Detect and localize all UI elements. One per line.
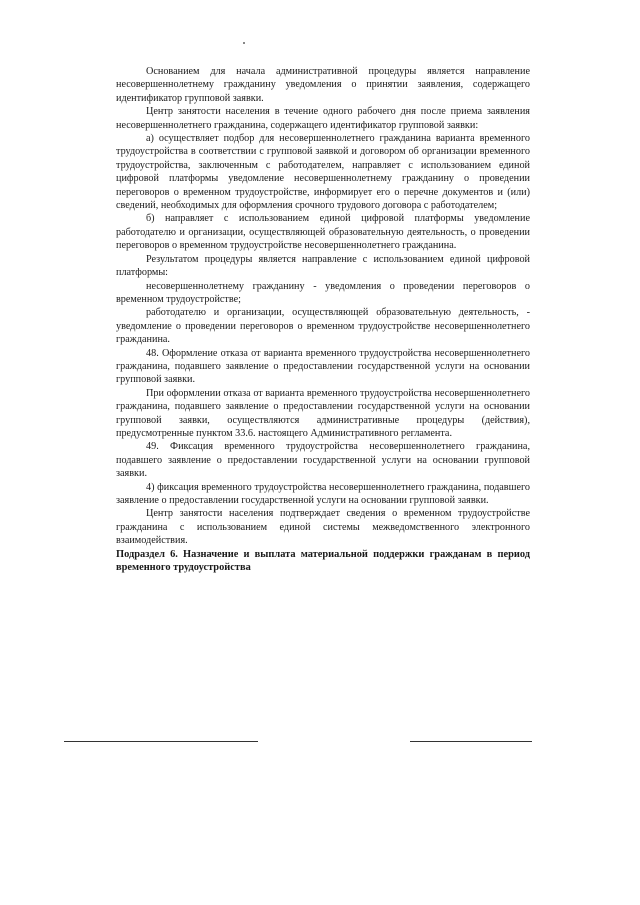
scan-speck bbox=[243, 42, 245, 44]
paragraph-result-citizen: несовершеннолетнему гражданину - уведомления о проведении переговоров о временном трудоустройстве; bbox=[116, 280, 530, 305]
paragraph-49-item-4: 4) фиксация временного трудоустройства несовершеннолетнего гражданина, подавшего заявление о предоставлении государственной услуги на основании групповой заявки. bbox=[116, 481, 530, 506]
paragraph-48-details: При оформлении отказа от варианта временного трудоустройства несовершеннолетнего гражданина, подавшего заявление о предоставлении государственной услуги на основании групповой заявки, осуществляются административные процедуры (действия), предусмотренные пунктом 33.6. настоящего Административного регламента. bbox=[116, 387, 530, 439]
subsection-heading: Подраздел 6. Назначение и выплата материальной поддержки гражданам в период временного трудоустройства bbox=[116, 548, 530, 574]
footer-rule-right bbox=[410, 741, 532, 742]
paragraph-employment-center: Центр занятости населения в течение одного рабочего дня после приема заявления несовершеннолетнего гражданина, содержащего идентификатор групповой заявки: bbox=[116, 106, 530, 131]
paragraph-49: 49. Фиксация временного трудоустройства несовершеннолетнего гражданина, подавшего заявление о предоставлении государственной услуги на основании групповой заявки. bbox=[116, 441, 530, 480]
paragraph-item-a: а) осуществляет подбор для несовершеннолетнего гражданина варианта временного трудоустройства в соответствии с групповой заявкой и договором об организации временного трудоустройства, заключенным с работодателем, направляет с использованием единой цифровой платформы уведомление несовершеннолетнему гражданину о проведении переговоров о временном трудоустройстве, информирует его о перечне документов и (или) сведений, необходимых для оформления срочного трудового договора с работодателем; bbox=[116, 133, 530, 212]
paragraph-result: Результатом процедуры является направление с использованием единой цифровой платформы: bbox=[116, 253, 530, 279]
paragraph-basis: Основанием для начала административной процедуры является направление несовершеннолетнему гражданину уведомления о принятии заявления, содержащего идентификатор групповой заявки. bbox=[116, 66, 530, 104]
document-body bbox=[116, 65, 530, 575]
footer-rule-left bbox=[64, 741, 258, 742]
paragraph-48: 48. Оформление отказа от варианта временного трудоустройства несовершеннолетнего гражданина, подавшего заявление о предоставлении государственной услуги на основании групповой заявки. bbox=[116, 347, 530, 386]
paragraph-confirmation: Центр занятости населения подтверждает сведения о временном трудоустройстве гражданина с использованием единой системы межведомственного электронного взаимодействия. bbox=[116, 508, 530, 547]
paragraph-item-b: б) направляет с использованием единой цифровой платформы уведомление работодателю и организации, осуществляющей образовательную деятельность, о проведении переговоров о временном трудоустройстве несовершеннолетнего гражданина. bbox=[116, 213, 530, 252]
paragraph-result-employer: работодателю и организации, осуществляющей образовательную деятельность, - уведомление о проведении переговоров о временном трудоустройстве несовершеннолетнего гражданина. bbox=[116, 307, 530, 346]
